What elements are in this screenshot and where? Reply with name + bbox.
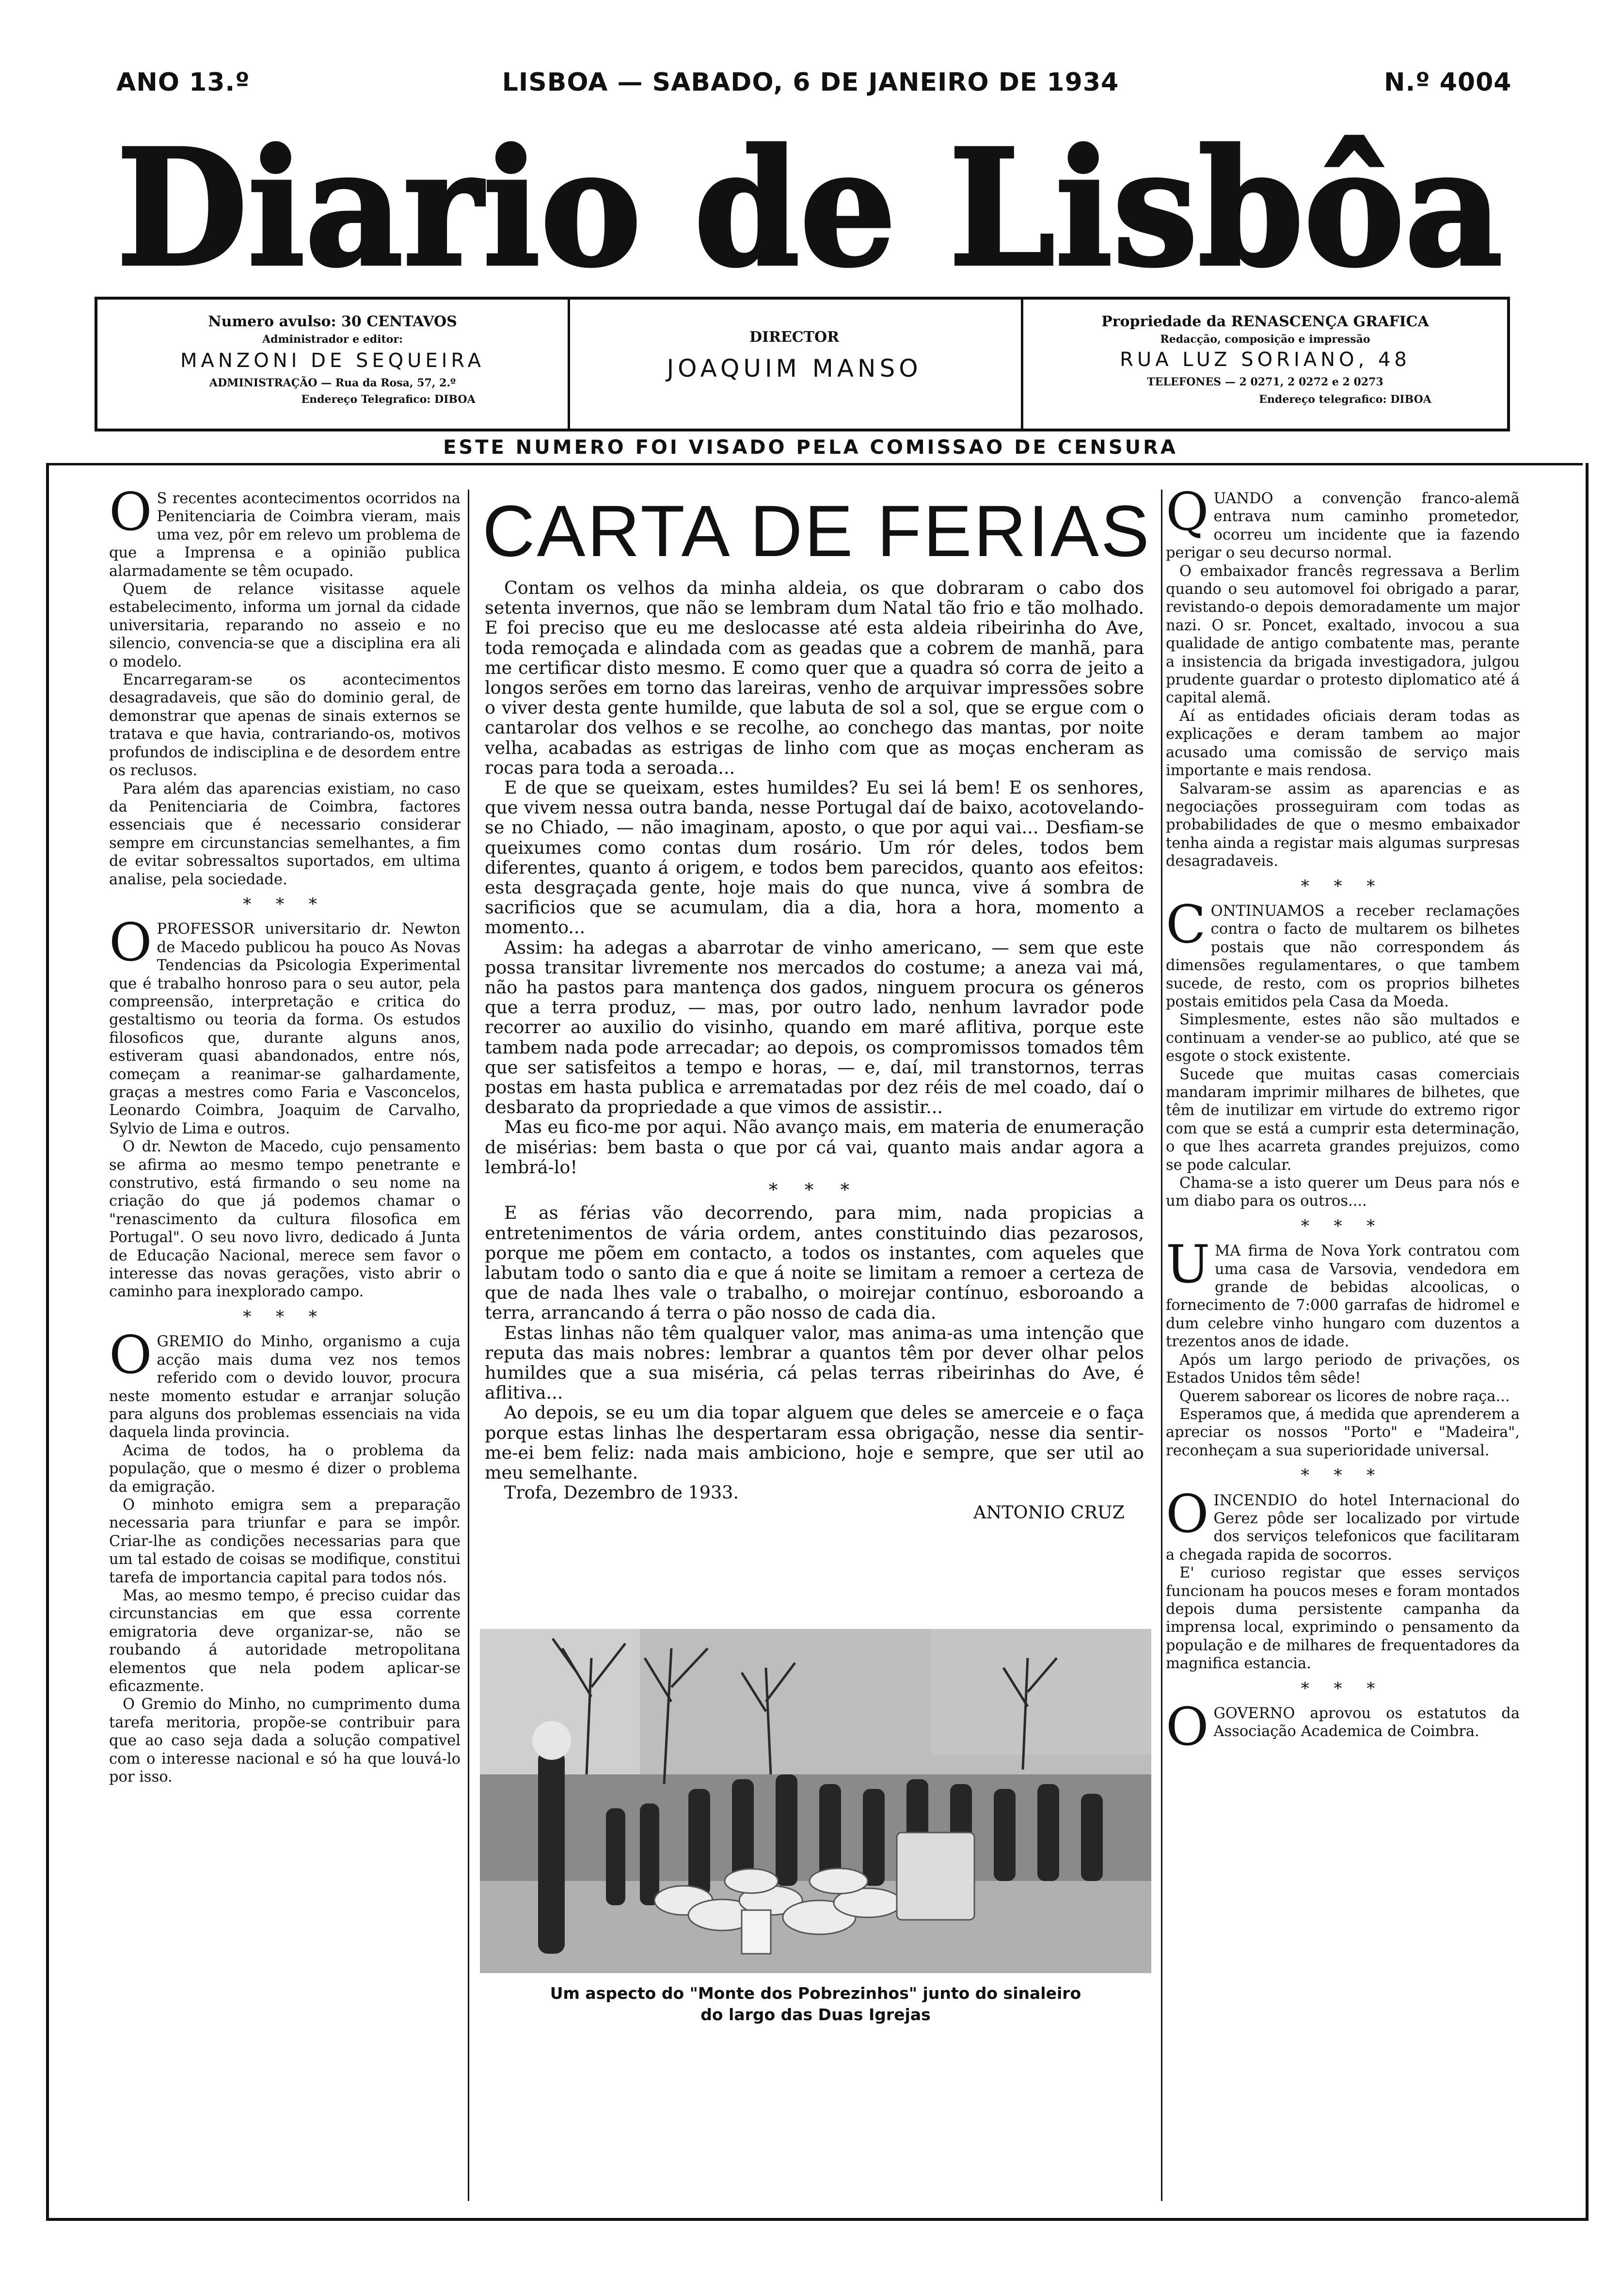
drop-cap: O <box>109 912 152 973</box>
caption-line: Um aspecto do "Monte dos Pobrezinhos" junto do sinaleiro <box>550 1984 1081 2003</box>
paragraph: GOVERNO aprovou os estatutos da Associação Academica de Coimbra. <box>1213 1705 1520 1740</box>
section-divider: * * * <box>1301 876 1385 896</box>
right-column <box>1166 482 1520 1757</box>
section-divider: * * * <box>243 894 327 914</box>
paragraph: Contam os velhos da minha aldeia, os que dobraram o cabo dos setenta invernos, que não se lembram dum Natal tão frio e tão molhado. E foi preciso que eu me deslocasse até esta aldeia ribeirinha do Ave, toda remoçada e alindada com as geadas que a cobrem de manhã, para me certificar disto mesmo. E como quer que a quadra só corra de jeito a longos serões em torno das lareiras, venho de arquivar impressões sobre o viver desta gente humilde, que labuta de sol a sol, que se ergue com o cantarolar dos velhos e se recolhe, ao conchego das mantas, por noite velha, acabadas as estrigas de linho com que as moças encheram as rocas para toda a seroada... <box>485 577 1144 778</box>
paragraph: E' curioso registar que esses serviços funcionam ha poucos meses e foram montados depois duma persistente campanha da imprensa local, exprimindo o pensamento da população e de milhares de frequentadores da magnifica estancia. <box>1166 1564 1520 1673</box>
masthead-logo <box>107 104 1512 293</box>
issue-number: N.º 4004 <box>1384 68 1512 97</box>
admin-label: Administrador e editor: <box>262 333 403 346</box>
paragraph: E de que se queixam, estes humildes? Eu sei lá bem! E os senhores, que vivem nessa outra banda, nesse Portugal daí de baixo, acotovelando-se no Chiado, — não imaginam, aposto, o que por aqui vai... Desfiam-se queixumes como contas dum rosário. Um rór deles, todos bem diferentes, quanto á origem, e todos bem parecidos, quanto aos efeitos: esta desgraçada gente, hoje mais do que nunca, vive á sombra de sacrificios que se acumulam, dia a dia, hora a hora, momento a momento... <box>485 777 1144 938</box>
drop-cap: O <box>109 1325 152 1386</box>
paragraph: Após um largo periodo de privações, os Estados Unidos têm sêde! <box>1166 1351 1520 1387</box>
ownership-info <box>1023 300 1507 429</box>
paragraph: Encarregaram-se os acontecimentos desagradaveis, que são do dominio geral, de demonstrar que apenas de sinais externos se tratava e que havia, contrariando-os, motivos profundos de indisciplina e de desordem entre os reclusos. <box>109 671 461 780</box>
section-divider: * * * <box>243 1307 327 1326</box>
drop-cap: Q <box>1166 482 1209 542</box>
admin-telegraph: Endereço Telegrafico: DIBOA <box>301 393 476 406</box>
paragraph: Assim: ha adegas a abarrotar de vinho americano, — sem que este possa transitar livremente nos mercados do costume; a aneza vai má, não ha pastos para mantença dos gados, ninguem procura os géneros que a terra produz, — mas, por outro lado, nenhum lavrador pode recorrer ao auxilio do visinho, quando em maré aflitiva, porque este tambem nada pode arrecadar; ao depois, os compromissos tomados têm que ser satisfeitos a tempo e horas, — e, daí, mil transtornos, terras postas em hasta publica e arrematadas por dez réis de mel coado, daí o desbarato da propriedade a que vimos de assistir... <box>485 937 1144 1118</box>
column-rule-left <box>468 490 469 2201</box>
drop-cap: C <box>1166 894 1206 955</box>
paragraph: Salvaram-se assim as aparencias e as negociações prosseguiram com todas as probabilidades de que o mesmo embaixador tenha ainda a registar mais algumas surpresas desagradaveis. <box>1166 780 1520 870</box>
paragraph: ONTINUAMOS a receber reclamações contra o facto de multarem os bilhetes postais que não correspondem ás dimensões regulamentares, o que tambem sucede, de resto, com os proprios bilhetes postais emitidos pela Casa da Moeda. <box>1166 902 1520 1010</box>
paragraph: O minhoto emigra sem a preparação necessaria para triunfar e para se impôr. Criar-lhe as condições necessarias para que um tal estado de coisas se modifique, constitui tarefa de importancia capital para todos nós. <box>109 1496 461 1586</box>
section-divider: * * * <box>1301 1678 1385 1698</box>
dateline: LISBOA — SABADO, 6 DE JANEIRO DE 1934 <box>502 68 1119 97</box>
admin-name: MANZONI DE SEQUEIRA <box>180 350 485 372</box>
paragraph: Simplesmente, estes não são multados e continuam a vender-se ao publico, até que se esgote o stock existente. <box>1166 1011 1520 1065</box>
paragraph: O Gremio do Minho, no cumprimento duma tarefa meritoria, propõe-se contribuir para que ao caso seja dada a solução compativel com o interesse nacional e só ha que louvá-lo por isso. <box>109 1696 461 1786</box>
photo-caption <box>480 1983 1151 2025</box>
drop-cap: O <box>1166 1697 1209 1757</box>
director-label: DIRECTOR <box>749 329 840 346</box>
owner-address: RUA LUZ SORIANO, 48 <box>1120 349 1411 371</box>
article-author: ANTONIO CRUZ <box>973 1502 1125 1523</box>
drop-cap: O <box>1166 1483 1209 1545</box>
paragraph: Para além das aparencias existiam, no caso da Penitenciaria de Coimbra, factores essenciais que é necessario considerar sempre em circunstancias semelhantes, a fim de evitar sobressaltos suportados, em ultima analise, pela sociedade. <box>109 780 461 888</box>
section-divider: * * * <box>1301 1466 1385 1485</box>
paragraph: INCENDIO do hotel Internacional do Gerez pôde ser localizado por virtude dos serviços telefonicos que facilitaram a chegada rapida de socorros. <box>1166 1492 1520 1563</box>
section-divider: * * * <box>1301 1216 1385 1236</box>
paragraph: Querem saborear os licores de nobre raça... <box>1179 1387 1510 1405</box>
paragraph: O embaixador francês regressava a Berlim quando o seu automovel foi obrigado a parar, revistando-o depois demoradamente um major nazi. O sr. Poncet, exaltado, invocou a sua qualidade de antigo combatente mas, perante a insistencia da brigada investigadora, julgou prudente guardar o protesto diplomatico até á capital alemã. <box>1166 562 1520 707</box>
masthead-title: Diario de Lisbôa <box>116 114 1503 293</box>
services: Redacção, composição e impressão <box>1160 333 1370 346</box>
director-info <box>568 300 1023 429</box>
paragraph: Mas, ao mesmo tempo, é preciso cuidar das circunstancias em que essa corrente emigratoria deve organizar-se, não se roubando á autoridade metropolitana elementos que nela podem aplicar-se eficazmente. <box>109 1587 461 1695</box>
phones: TELEFONES — 2 0271, 2 0272 e 2 0273 <box>1147 376 1383 388</box>
column-rule-right <box>1161 490 1162 2201</box>
caption-line: do largo das Duas Igrejas <box>700 2005 931 2024</box>
paragraph: O dr. Newton de Macedo, cujo pensamento se afirma ao mesmo tempo penetrante e construtivo, está firmando o seu nome na criação do que já podemos chamar o "renascimento da cultura filosofica em Portugal". O seu novo livro, dedicado á Junta de Educação Nacional, merece sem favor o interesse das novas gerações, visto abrir o caminho para inexplorado campo. <box>109 1138 461 1301</box>
paragraph: Sucede que muitas casas comerciais mandaram imprimir milhares de bilhetes, que têm de inutilizar em virtude do extremo rigor com que se está a cumprir esta determinação, o que lhes acarreta grandes prejuizos, como se pode calcular. <box>1166 1066 1520 1174</box>
admin-address: ADMINISTRAÇÃO — Rua da Rosa, 57, 2.º <box>209 377 456 389</box>
paragraph: Ao depois, se eu um dia topar alguem que deles se amerceie e o faça porque estas linhas lhe despertaram essa obrigação, nesse dia sentir-me-ei bem feliz: nada mais ambiciono, hoje e sempre, que ser util ao meu semelhante. <box>485 1402 1144 1483</box>
drop-cap: U <box>1166 1234 1210 1295</box>
paragraph: Mas eu fico-me por aqui. Não avanço mais, em materia de enumeração de misérias: bem basta o que por cá vai, quanto mais andar agora a lembrá-lo! <box>485 1116 1144 1178</box>
paragraph: Esperamos que, á medida que aprenderem a apreciar os nossos "Porto" e "Madeira", reconheçam a sua superioridade universal. <box>1166 1405 1520 1459</box>
owner: Propriedade da RENASCENÇA GRAFICA <box>1101 313 1429 330</box>
censorship-note: ESTE NUMERO FOI VISADO PELA COMISSAO DE CENSURA <box>443 436 1178 459</box>
headline: CARTA DE FERIAS <box>482 490 1151 572</box>
paragraph: UANDO a convenção franco-alemã entrava num caminho prometedor, ocorreu um incidente que ia fazendo perigar o seu decurso normal. <box>1166 490 1520 562</box>
issue-year: ANO 13.º <box>116 68 250 97</box>
paragraph: MA firma de Nova York contratou com uma casa de Varsovia, vendedora em grande de bebidas alcoolicas, o fornecimento de 7:000 garrafas de hidromel e dum celebre vinho hungaro com duzentos a trezentos anos de idade. <box>1166 1243 1520 1351</box>
drop-cap: O <box>109 482 152 542</box>
news-photo <box>480 1629 1151 1973</box>
center-article-body <box>485 578 1144 1523</box>
paragraph: S recentes acontecimentos ocorridos na Penitenciaria de Coimbra vieram, mais uma vez, pôr em relevo um problema de que a Imprensa e a opinião publica alarmadamente se têm ocupado. <box>109 490 461 580</box>
price: Numero avulso: 30 CENTAVOS <box>208 313 457 330</box>
owner-telegraph: Endereço telegrafico: DIBOA <box>1259 393 1431 406</box>
paragraph: Chama-se a isto querer um Deus para nós e um diabo para os outros.... <box>1166 1175 1520 1210</box>
paragraph: GREMIO do Minho, organismo a cuja acção mais duma vez nos temos referido com o devido louvor, procura neste momento estudar e arranjar solução para alguns dos problemas essenciais na vida daquela linda provincia. <box>109 1333 461 1441</box>
paragraph: PROFESSOR universitario dr. Newton de Macedo publicou ha pouco As Novas Tendencias da Psicologia Experimental que é trabalho honroso para o seu autor, pela compreensão, interpretação e critica do gestaltismo ou teoria da forma. Os estudos filosoficos que, durante alguns anos, estiveram quasi abandonados, entre nós, começam a reanimar-se galhardamente, graças a mestres como Faria e Vasconcelos, Leonardo Coimbra, Joaquim de Carvalho, Sylvio de Lima e outros. <box>109 921 461 1137</box>
masthead-info-box <box>95 297 1510 431</box>
paragraph: Quem de relance visitasse aquele estabelecimento, informa um jornal da cidade universitaria, reparando no asseio e no silencio, convencia-se que a disciplina era ali o modelo. <box>109 581 461 670</box>
admin-info <box>97 300 570 429</box>
director-name: JOAQUIM MANSO <box>667 354 922 383</box>
section-divider: * * * <box>769 1180 860 1201</box>
paragraph: Acima de todos, ha o problema da população, que o mesmo é dizer o problema da emigração. <box>109 1442 461 1496</box>
paragraph: Aí as entidades oficiais deram todas as explicações e deram tambem ao major acusado uma comissão de serviço mais importante e mais rendosa. <box>1166 707 1520 780</box>
left-column <box>109 482 461 1786</box>
article-dateline: Trofa, Dezembro de 1933. <box>504 1482 739 1503</box>
paragraph: E as férias vão decorrendo, para mim, nada propicias a entretenimentos de vária ordem, antes constituindo dias pezarosos, porque me põem em contacto, a todos os instantes, com aqueles que labutam todo o santo dia e que á noite se limitam a remoer a certeza de que de nada lhes vale o trabalho, o moirejar contínuo, esboroando a terra, arrancando á terra o pão nosso de cada dia. <box>485 1202 1144 1323</box>
paragraph: Estas linhas não têm qualquer valor, mas anima-as uma intenção que reputa das mais nobres: lembrar a quantos têm por dever olhar pelos humildes que a sua miséria, cá pelas terras ribeirinhas do Ave, é aflitiva... <box>485 1322 1144 1403</box>
